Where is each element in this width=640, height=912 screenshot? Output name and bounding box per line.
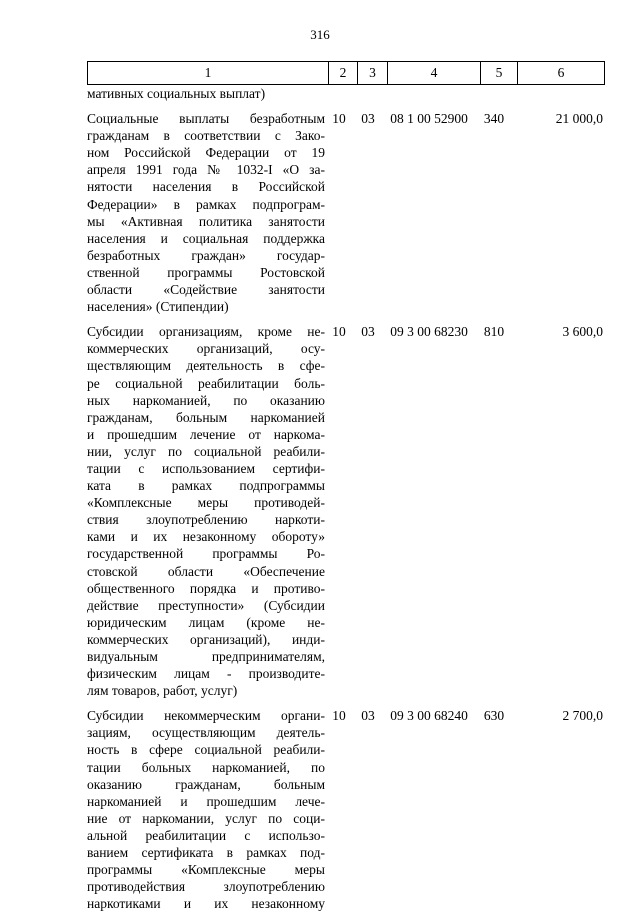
text-line: ствия злоупотреблению наркоти- bbox=[87, 512, 325, 528]
text-line: тации больных наркоманией, по bbox=[87, 759, 325, 775]
row-col-5: 630 bbox=[483, 708, 505, 724]
text-line: наркотиками и их незаконному bbox=[87, 896, 325, 912]
table-row bbox=[87, 707, 605, 912]
header-col-4: 4 bbox=[388, 62, 481, 85]
text-line: Субсидии организациям, кроме не- bbox=[87, 324, 325, 340]
text-line: оказанию гражданам, больным bbox=[87, 776, 325, 792]
text-line: программы «Комплексные меры bbox=[87, 862, 325, 878]
text-line: коммерческих организаций, осу- bbox=[87, 341, 325, 357]
continuation-row bbox=[87, 85, 605, 102]
row-col-4: 09 3 00 68230 bbox=[390, 324, 468, 340]
row-col-4: 09 3 00 68240 bbox=[390, 708, 468, 724]
table-body bbox=[87, 85, 605, 912]
row-col-2: 10 bbox=[332, 324, 346, 340]
text-line: действие преступности» (Субсидии bbox=[87, 597, 325, 613]
header-col-6: 6 bbox=[518, 62, 605, 85]
text-line: и прошедшим лечение от наркома- bbox=[87, 426, 325, 442]
table-row bbox=[87, 323, 605, 699]
text-line: нятости населения в Российской bbox=[87, 179, 325, 195]
text-line: гражданам, больным наркоманией bbox=[87, 409, 325, 425]
text-line: ность в сфере социальной реабили- bbox=[87, 742, 325, 758]
row-col-6: 2 700,0 bbox=[562, 708, 603, 724]
text-line: ре социальной реабилитации боль- bbox=[87, 375, 325, 391]
text-line: стовской области «Обеспечение bbox=[87, 563, 325, 579]
row-col-6: 21 000,0 bbox=[555, 111, 603, 127]
text-line: области «Содействие занятости bbox=[87, 282, 325, 298]
table-header bbox=[87, 61, 605, 85]
row-description bbox=[87, 707, 325, 912]
text-line: ных наркоманией, по оказанию bbox=[87, 392, 325, 408]
text-line: населения и социальная поддержка bbox=[87, 230, 325, 246]
text-line: ном Российской Федерации от 19 bbox=[87, 145, 325, 161]
row-col-3: 03 bbox=[361, 708, 375, 724]
text-line: ние от наркомании, услуг по соци- bbox=[87, 810, 325, 826]
row-col-3: 03 bbox=[361, 111, 375, 127]
text-line: ката в рамках подпрограммы bbox=[87, 478, 325, 494]
text-line: зациям, осуществляющим деятель- bbox=[87, 725, 325, 741]
row-col-4: 08 1 00 52900 bbox=[390, 111, 468, 127]
text-line: ственной программы Ростовской bbox=[87, 264, 325, 280]
text-line: гражданам в соответствии с Зако- bbox=[87, 128, 325, 144]
header-col-1: 1 bbox=[88, 62, 329, 85]
text-line: наркоманией и прошедшим лече- bbox=[87, 793, 325, 809]
row-description bbox=[87, 323, 325, 699]
text-line: безработных граждан» государ- bbox=[87, 247, 325, 263]
row-col-2: 10 bbox=[332, 111, 346, 127]
text-line: ками и их незаконному обороту» bbox=[87, 529, 325, 545]
text-line: альной реабилитации с использо- bbox=[87, 827, 325, 843]
header-col-2: 2 bbox=[329, 62, 358, 85]
text-line: Федерации» в рамках подпрограм- bbox=[87, 196, 325, 212]
text-line: мы «Активная политика занятости bbox=[87, 213, 325, 229]
row-col-2: 10 bbox=[332, 708, 346, 724]
text-line: Социальные выплаты безработным bbox=[87, 111, 325, 127]
row-description bbox=[87, 110, 325, 315]
text-line: ванием сертификата в рамках под- bbox=[87, 845, 325, 861]
row-col-3: 03 bbox=[361, 324, 375, 340]
continuation-text: мативных социальных выплат) bbox=[87, 86, 266, 101]
text-line: противодействия злоупотреблению bbox=[87, 879, 325, 895]
text-line: апреля 1991 года № 1032-I «О за- bbox=[87, 162, 325, 178]
text-line: государственной программы Ро- bbox=[87, 546, 325, 562]
header-col-3: 3 bbox=[358, 62, 388, 85]
row-col-6: 3 600,0 bbox=[562, 324, 603, 340]
table-row bbox=[87, 110, 605, 315]
text-line: нии, услуг по социальной реабили- bbox=[87, 443, 325, 459]
row-col-5: 340 bbox=[483, 111, 505, 127]
text-line: тации с использованием сертифи- bbox=[87, 460, 325, 476]
text-line: Субсидии некоммерческим органи- bbox=[87, 708, 325, 724]
text-line: юридическим лицам (кроме не- bbox=[87, 614, 325, 630]
text-line: населения» (Стипендии) bbox=[87, 299, 229, 315]
text-line: видуальным предпринимателям, bbox=[87, 649, 325, 664]
text-line: общественного порядка и противо- bbox=[87, 580, 325, 596]
text-line: коммерческих организаций), инди- bbox=[87, 631, 325, 647]
text-line: «Комплексные меры противодей- bbox=[87, 495, 325, 511]
text-line: ществляющим деятельность в сфе- bbox=[87, 358, 325, 374]
text-line: физическим лицам - производите- bbox=[87, 666, 325, 682]
page-number: 316 bbox=[310, 27, 330, 42]
text-line: лям товаров, работ, услуг) bbox=[87, 683, 238, 699]
row-col-5: 810 bbox=[483, 324, 505, 340]
header-col-5: 5 bbox=[481, 62, 518, 85]
